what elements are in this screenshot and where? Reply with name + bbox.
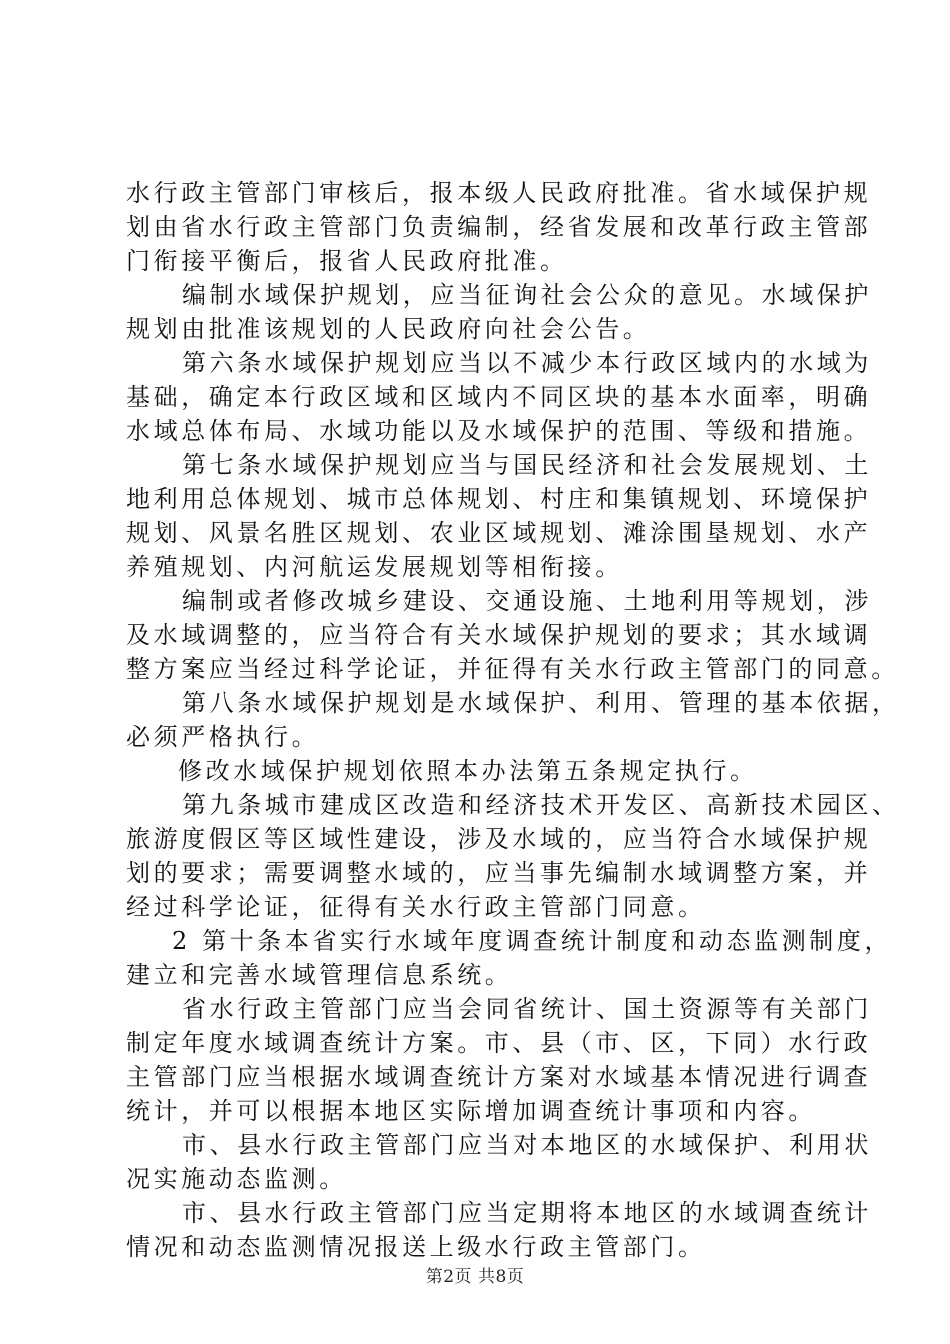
text-line: 主管部门应当根据水域调查统计方案对水域基本情况进行调查 xyxy=(126,1063,872,1091)
text-line: 编制水域保护规划，应当征询社会公众的意见。水域保护 xyxy=(182,281,872,309)
text-line: 建立和完善水域管理信息系统。 xyxy=(126,961,513,989)
text-line: 养殖规划、内河航运发展规划等相衔接。 xyxy=(126,553,623,581)
text-line: 统计，并可以根据本地区实际增加调查统计事项和内容。 xyxy=(126,1097,816,1125)
text-line: 水域总体布局、水域功能以及水域保护的范围、等级和措施。 xyxy=(126,417,872,445)
text-line: 情况和动态监测情况报送上级水行政主管部门。 xyxy=(126,1233,706,1261)
text-line: 划的要求；需要调整水域的，应当事先编制水域调整方案，并 xyxy=(126,859,872,887)
text-line: 必须严格执行。 xyxy=(126,723,320,751)
text-line: 制定年度水域调查统计方案。市、县（市、区，下同）水行政 xyxy=(126,1029,872,1057)
text-line: 规划、风景名胜区规划、农业区域规划、滩涂围垦规划、水产 xyxy=(126,519,872,547)
text-line: 及水域调整的，应当符合有关水域保护规划的要求；其水域调 xyxy=(126,621,872,649)
text-line: 整方案应当经过科学论证，并征得有关水行政主管部门的同意。 xyxy=(126,655,899,683)
text-line: 第六条水域保护规划应当以不减少本行政区域内的水域为 xyxy=(182,349,872,377)
text-line: 基础，确定本行政区域和区域内不同区块的基本水面率，明确 xyxy=(126,383,872,411)
text-line: 市、县水行政主管部门应当定期将本地区的水域调查统计 xyxy=(182,1199,872,1227)
page-number: 第2页 共8页 xyxy=(425,1267,525,1287)
text-line: 第九条城市建成区改造和经济技术开发区、高新技术园区、 xyxy=(182,791,900,819)
text-line: 水行政主管部门审核后，报本级人民政府批准。省水域保护规 xyxy=(126,179,872,207)
text-line: 门衔接平衡后，报省人民政府批准。 xyxy=(126,247,568,275)
text-line: 第七条水域保护规划应当与国民经济和社会发展规划、土 xyxy=(182,451,872,479)
text-line: 省水行政主管部门应当会同省统计、国土资源等有关部门 xyxy=(182,995,872,1023)
text-line: 况实施动态监测。 xyxy=(126,1165,347,1193)
text-line: 市、县水行政主管部门应当对本地区的水域保护、利用状 xyxy=(182,1131,872,1159)
text-line: 规划由批准该规划的人民政府向社会公告。 xyxy=(126,315,651,343)
text-line: 编制或者修改城乡建设、交通设施、土地利用等规划，涉 xyxy=(182,587,872,615)
text-line: 地利用总体规划、城市总体规划、村庄和集镇规划、环境保护 xyxy=(126,485,872,513)
text-line: 划由省水行政主管部门负责编制，经省发展和改革行政主管部 xyxy=(126,213,872,241)
text-line: 旅游度假区等区域性建设，涉及水域的，应当符合水域保护规 xyxy=(126,825,872,853)
text-line: 修改水域保护规划依照本办法第五条规定执行。 xyxy=(178,757,758,785)
text-line: 第八条水域保护规划是水域保护、利用、管理的基本依据， xyxy=(182,689,900,717)
text-line: 2 第十条本省实行水域年度调查统计制度和动态监测制度， xyxy=(172,927,893,955)
text-line: 经过科学论证，征得有关水行政主管部门同意。 xyxy=(126,893,706,921)
